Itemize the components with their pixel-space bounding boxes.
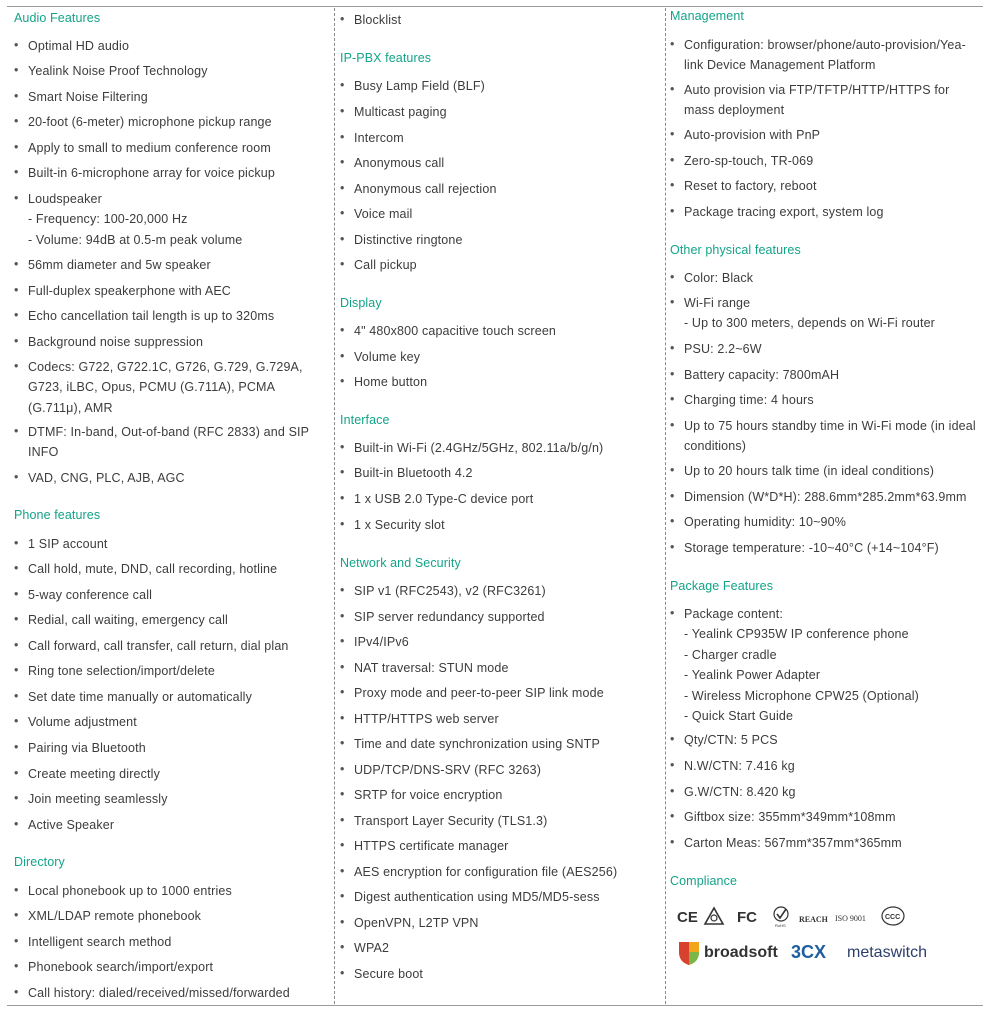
bullet-icon: • bbox=[14, 740, 19, 754]
ce-mark: CE bbox=[677, 909, 698, 926]
list-item-detail: - Quick Start Guide bbox=[684, 709, 794, 723]
bullet-icon: • bbox=[14, 908, 19, 922]
list-item: Giftbox size: 355mm*349mm*108mm bbox=[684, 810, 896, 824]
bullet-icon: • bbox=[340, 206, 345, 220]
section-title: Display bbox=[340, 296, 382, 310]
bullet-icon: • bbox=[14, 663, 19, 677]
list-item: Built-in Wi-Fi (2.4GHz/5GHz, 802.11a/b/g/n) bbox=[354, 441, 604, 455]
bullet-icon: • bbox=[670, 367, 675, 381]
list-item: Call forward, call transfer, call return, dial plan bbox=[28, 639, 289, 653]
list-item-detail: mass deployment bbox=[684, 103, 785, 118]
list-item: Volume key bbox=[354, 350, 421, 364]
list-item-detail: - Frequency: 100-20,000 Hz bbox=[28, 212, 188, 227]
list-item-detail: - Charger cradle bbox=[684, 647, 777, 662]
list-item: Carton Meas: 567mm*357mm*365mm bbox=[684, 836, 902, 850]
bullet-icon: • bbox=[340, 232, 345, 246]
bullet-icon: • bbox=[340, 374, 345, 388]
bullet-icon: • bbox=[14, 359, 19, 373]
list-item: Digest authentication using MD5/MD5-sess bbox=[354, 890, 600, 904]
list-item-detail: - Volume: 94dB at 0.5-m peak volume bbox=[28, 232, 243, 247]
list-item: XML/LDAP remote phonebook bbox=[28, 909, 202, 923]
list-item: PSU: 2.2~6W bbox=[684, 342, 762, 356]
bullet-icon: • bbox=[670, 392, 675, 406]
list-item: Background noise suppression bbox=[28, 335, 204, 349]
list-item: Auto provision via FTP/TFTP/HTTP/HTTPS for bbox=[684, 83, 950, 97]
list-item: Intercom bbox=[354, 131, 404, 145]
list-item: 1 x USB 2.0 Type-C device port bbox=[354, 492, 534, 506]
bullet-icon: • bbox=[340, 78, 345, 92]
list-item: Volume adjustment bbox=[28, 715, 137, 729]
list-item: Active Speaker bbox=[28, 818, 115, 832]
list-item: 1 SIP account bbox=[28, 537, 108, 551]
list-item: Color: Black bbox=[684, 271, 754, 285]
section-title: Compliance bbox=[670, 874, 738, 888]
list-item: Anonymous call rejection bbox=[354, 182, 497, 196]
list-item: IPv4/IPv6 bbox=[354, 635, 409, 649]
bullet-icon: • bbox=[14, 985, 19, 999]
bullet-icon: • bbox=[670, 784, 675, 798]
list-item: 56mm diameter and 5w speaker bbox=[28, 258, 211, 272]
bullet-icon: • bbox=[340, 181, 345, 195]
list-item: Blocklist bbox=[354, 13, 402, 27]
list-item: Time and date synchronization using SNTP bbox=[354, 737, 600, 751]
list-item: Distinctive ringtone bbox=[354, 233, 463, 247]
top-rule bbox=[7, 6, 983, 7]
rohs-check-icon bbox=[774, 907, 788, 928]
bullet-icon: • bbox=[340, 349, 345, 363]
bullet-icon: • bbox=[340, 813, 345, 827]
list-item: Operating humidity: 10~90% bbox=[684, 515, 846, 529]
section-title: Phone features bbox=[14, 508, 101, 522]
list-item: Up to 20 hours talk time (in ideal conditions) bbox=[684, 464, 935, 478]
bullet-icon: • bbox=[670, 606, 675, 620]
bullet-icon: • bbox=[14, 766, 19, 780]
list-item: SIP server redundancy supported bbox=[354, 610, 545, 624]
section-title: Audio Features bbox=[14, 11, 101, 25]
list-item: Loudspeaker bbox=[28, 192, 102, 206]
weee-triangle-icon bbox=[705, 908, 723, 924]
partner-logos-svg bbox=[677, 938, 947, 968]
bullet-icon: • bbox=[340, 787, 345, 801]
list-item: Proxy mode and peer-to-peer SIP link mode bbox=[354, 686, 604, 700]
bullet-icon: • bbox=[670, 127, 675, 141]
bullet-icon: • bbox=[14, 191, 19, 205]
bullet-icon: • bbox=[670, 514, 675, 528]
section-title: Directory bbox=[14, 855, 65, 869]
bullet-icon: • bbox=[340, 517, 345, 531]
bullet-icon: • bbox=[340, 736, 345, 750]
list-item: 20-foot (6-meter) microphone pickup range bbox=[28, 115, 272, 129]
partner-logos bbox=[677, 938, 977, 968]
bullet-icon: • bbox=[340, 491, 345, 505]
bullet-icon: • bbox=[340, 12, 345, 26]
broadsoft-logo-icon bbox=[679, 942, 778, 965]
reach-mark: REACH bbox=[799, 915, 828, 924]
bullet-icon: • bbox=[670, 758, 675, 772]
list-item-detail: link Device Management Platform bbox=[684, 58, 876, 73]
bullet-icon: • bbox=[340, 660, 345, 674]
bottom-rule bbox=[7, 1005, 983, 1006]
list-item: Reset to factory, reboot bbox=[684, 179, 817, 193]
list-item: Transport Layer Security (TLS1.3) bbox=[354, 814, 548, 828]
bullet-icon: • bbox=[14, 89, 19, 103]
list-item-detail: - Wireless Microphone CPW25 (Optional) bbox=[684, 688, 919, 703]
list-item-detail: (G.711μ), AMR bbox=[28, 400, 113, 415]
bullet-icon: • bbox=[14, 817, 19, 831]
bullet-icon: • bbox=[14, 283, 19, 297]
list-item: Zero-sp-touch, TR-069 bbox=[684, 154, 814, 168]
list-item: Busy Lamp Field (BLF) bbox=[354, 79, 485, 93]
list-item-detail: conditions) bbox=[684, 439, 747, 454]
3cx-logo: 3CX bbox=[791, 942, 827, 962]
bullet-icon: • bbox=[14, 791, 19, 805]
bullet-icon: • bbox=[340, 583, 345, 597]
fcc-mark: FC bbox=[737, 909, 757, 926]
list-item: Configuration: browser/phone/auto-provision/Yea- bbox=[684, 38, 966, 52]
list-item: NAT traversal: STUN mode bbox=[354, 661, 509, 675]
bullet-icon: • bbox=[670, 341, 675, 355]
list-item: Auto-provision with PnP bbox=[684, 128, 821, 142]
column-divider-2 bbox=[665, 8, 666, 1004]
bullet-icon: • bbox=[340, 323, 345, 337]
bullet-icon: • bbox=[14, 257, 19, 271]
ccc-mark-icon bbox=[882, 907, 904, 925]
bullet-icon: • bbox=[670, 463, 675, 477]
bullet-icon: • bbox=[14, 934, 19, 948]
bullet-icon: • bbox=[670, 270, 675, 284]
list-item: Phonebook search/import/export bbox=[28, 960, 214, 974]
bullet-icon: • bbox=[340, 104, 345, 118]
bullet-icon: • bbox=[340, 711, 345, 725]
list-item: Wi-Fi range bbox=[684, 296, 751, 310]
list-item-detail: - Up to 300 meters, depends on Wi-Fi router bbox=[684, 316, 935, 331]
bullet-icon: • bbox=[340, 940, 345, 954]
list-item-detail: - Yealink CP935W IP conference phone bbox=[684, 627, 909, 642]
section-title: Network and Security bbox=[340, 556, 461, 570]
list-item: 4" 480x800 capacitive touch screen bbox=[354, 324, 557, 338]
bullet-icon: • bbox=[670, 295, 675, 309]
list-item: Package content: bbox=[684, 607, 783, 621]
bullet-icon: • bbox=[670, 37, 675, 51]
bullet-icon: • bbox=[670, 540, 675, 554]
list-item: Intelligent search method bbox=[28, 935, 172, 949]
bullet-icon: • bbox=[14, 334, 19, 348]
list-item: DTMF: In-band, Out-of-band (RFC 2833) and SIP bbox=[28, 425, 310, 439]
bullet-icon: • bbox=[670, 178, 675, 192]
list-item: Ring tone selection/import/delete bbox=[28, 664, 215, 678]
bullet-icon: • bbox=[340, 838, 345, 852]
compliance-logos bbox=[677, 904, 977, 930]
section-title: Other physical features bbox=[670, 243, 801, 257]
bullet-icon: • bbox=[670, 418, 675, 432]
bullet-icon: • bbox=[14, 883, 19, 897]
bullet-icon: • bbox=[14, 63, 19, 77]
svg-text:RoHS: RoHS bbox=[775, 923, 786, 928]
list-item: Home button bbox=[354, 375, 428, 389]
bullet-icon: • bbox=[14, 638, 19, 652]
list-item: Secure boot bbox=[354, 967, 424, 981]
bullet-icon: • bbox=[14, 140, 19, 154]
list-item: N.W/CTN: 7.416 kg bbox=[684, 759, 795, 773]
bullet-icon: • bbox=[14, 424, 19, 438]
bullet-icon: • bbox=[670, 153, 675, 167]
bullet-icon: • bbox=[14, 587, 19, 601]
list-item: WPA2 bbox=[354, 941, 390, 955]
list-item: Qty/CTN: 5 PCS bbox=[684, 733, 778, 747]
svg-text:broadsoft: broadsoft bbox=[704, 944, 778, 961]
bullet-icon: • bbox=[14, 689, 19, 703]
list-item: Dimension (W*D*H): 288.6mm*285.2mm*63.9mm bbox=[684, 490, 967, 504]
bullet-icon: • bbox=[14, 470, 19, 484]
bullet-icon: • bbox=[340, 685, 345, 699]
bullet-icon: • bbox=[670, 82, 675, 96]
list-item: Create meeting directly bbox=[28, 767, 160, 781]
list-item-detail: INFO bbox=[28, 445, 59, 460]
list-item: Call pickup bbox=[354, 258, 417, 272]
bullet-icon: • bbox=[340, 257, 345, 271]
bullet-icon: • bbox=[340, 634, 345, 648]
bullet-icon: • bbox=[14, 38, 19, 52]
list-item-detail: - Yealink Power Adapter bbox=[684, 668, 821, 683]
section-title: Management bbox=[670, 9, 744, 23]
column-divider-1 bbox=[334, 8, 335, 1004]
list-item: Optimal HD audio bbox=[28, 39, 130, 53]
bullet-icon: • bbox=[340, 966, 345, 980]
bullet-icon: • bbox=[670, 732, 675, 746]
bullet-icon: • bbox=[670, 809, 675, 823]
list-item: Call history: dialed/received/missed/forwarded bbox=[28, 986, 290, 1000]
section-title: Interface bbox=[340, 413, 390, 427]
list-item: UDP/TCP/DNS-SRV (RFC 3263) bbox=[354, 763, 542, 777]
list-item: Multicast paging bbox=[354, 105, 447, 119]
list-item: Pairing via Bluetooth bbox=[28, 741, 146, 755]
list-item: 1 x Security slot bbox=[354, 518, 445, 532]
bullet-icon: • bbox=[14, 308, 19, 322]
section-title: Package Features bbox=[670, 579, 774, 593]
certification-marks-icon bbox=[677, 904, 917, 930]
bullet-icon: • bbox=[14, 714, 19, 728]
metaswitch-logo: metaswitch bbox=[847, 944, 928, 961]
bullet-icon: • bbox=[670, 204, 675, 218]
list-item: SIP v1 (RFC2543), v2 (RFC3261) bbox=[354, 584, 546, 598]
bullet-icon: • bbox=[14, 165, 19, 179]
list-item: Join meeting seamlessly bbox=[28, 792, 168, 806]
list-item: Full-duplex speakerphone with AEC bbox=[28, 284, 231, 298]
bullet-icon: • bbox=[670, 489, 675, 503]
list-item: 5-way conference call bbox=[28, 588, 153, 602]
list-item: Redial, call waiting, emergency call bbox=[28, 613, 228, 627]
bullet-icon: • bbox=[340, 155, 345, 169]
bullet-icon: • bbox=[340, 609, 345, 623]
list-item: Call hold, mute, DND, call recording, hotline bbox=[28, 562, 278, 576]
bullet-icon: • bbox=[340, 130, 345, 144]
bullet-icon: • bbox=[340, 440, 345, 454]
bullet-icon: • bbox=[14, 114, 19, 128]
list-item: Apply to small to medium conference room bbox=[28, 141, 271, 155]
bullet-icon: • bbox=[14, 536, 19, 550]
list-item: AES encryption for configuration file (AES256) bbox=[354, 865, 618, 879]
list-item: Package tracing export, system log bbox=[684, 205, 884, 219]
section-title: IP-PBX features bbox=[340, 51, 432, 65]
list-item: Charging time: 4 hours bbox=[684, 393, 814, 407]
list-item: Yealink Noise Proof Technology bbox=[28, 64, 208, 78]
bullet-icon: • bbox=[340, 889, 345, 903]
bullet-icon: • bbox=[14, 561, 19, 575]
list-item: Battery capacity: 7800mAH bbox=[684, 368, 840, 382]
list-item: Built-in 6-microphone array for voice pickup bbox=[28, 166, 275, 180]
list-item: Voice mail bbox=[354, 207, 413, 221]
list-item: Echo cancellation tail length is up to 320ms bbox=[28, 309, 275, 323]
list-item: SRTP for voice encryption bbox=[354, 788, 503, 802]
bullet-icon: • bbox=[340, 864, 345, 878]
list-item: Local phonebook up to 1000 entries bbox=[28, 884, 232, 898]
list-item: Storage temperature: -10~40°C (+14~104°F) bbox=[684, 541, 939, 555]
bullet-icon: • bbox=[14, 959, 19, 973]
list-item: G.W/CTN: 8.420 kg bbox=[684, 785, 796, 799]
bullet-icon: • bbox=[670, 835, 675, 849]
list-item: OpenVPN, L2TP VPN bbox=[354, 916, 479, 930]
list-item: Set date time manually or automatically bbox=[28, 690, 253, 704]
list-item-detail: G723, iLBC, Opus, PCMU (G.711A), PCMA bbox=[28, 380, 276, 395]
bullet-icon: • bbox=[14, 612, 19, 626]
list-item: Built-in Bluetooth 4.2 bbox=[354, 466, 473, 480]
bullet-icon: • bbox=[340, 915, 345, 929]
iso-mark: ISO 9001 bbox=[835, 914, 866, 923]
list-item: Smart Noise Filtering bbox=[28, 90, 148, 104]
svg-text:CCC: CCC bbox=[885, 914, 901, 921]
bullet-icon: • bbox=[340, 762, 345, 776]
list-item: Up to 75 hours standby time in Wi-Fi mode (in ideal bbox=[684, 419, 976, 433]
bullet-icon: • bbox=[340, 465, 345, 479]
list-item: HTTPS certificate manager bbox=[354, 839, 509, 853]
list-item: HTTP/HTTPS web server bbox=[354, 712, 499, 726]
list-item: VAD, CNG, PLC, AJB, AGC bbox=[28, 471, 185, 485]
list-item: Anonymous call bbox=[354, 156, 445, 170]
list-item: Codecs: G722, G722.1C, G726, G.729, G.729A, bbox=[28, 360, 303, 374]
